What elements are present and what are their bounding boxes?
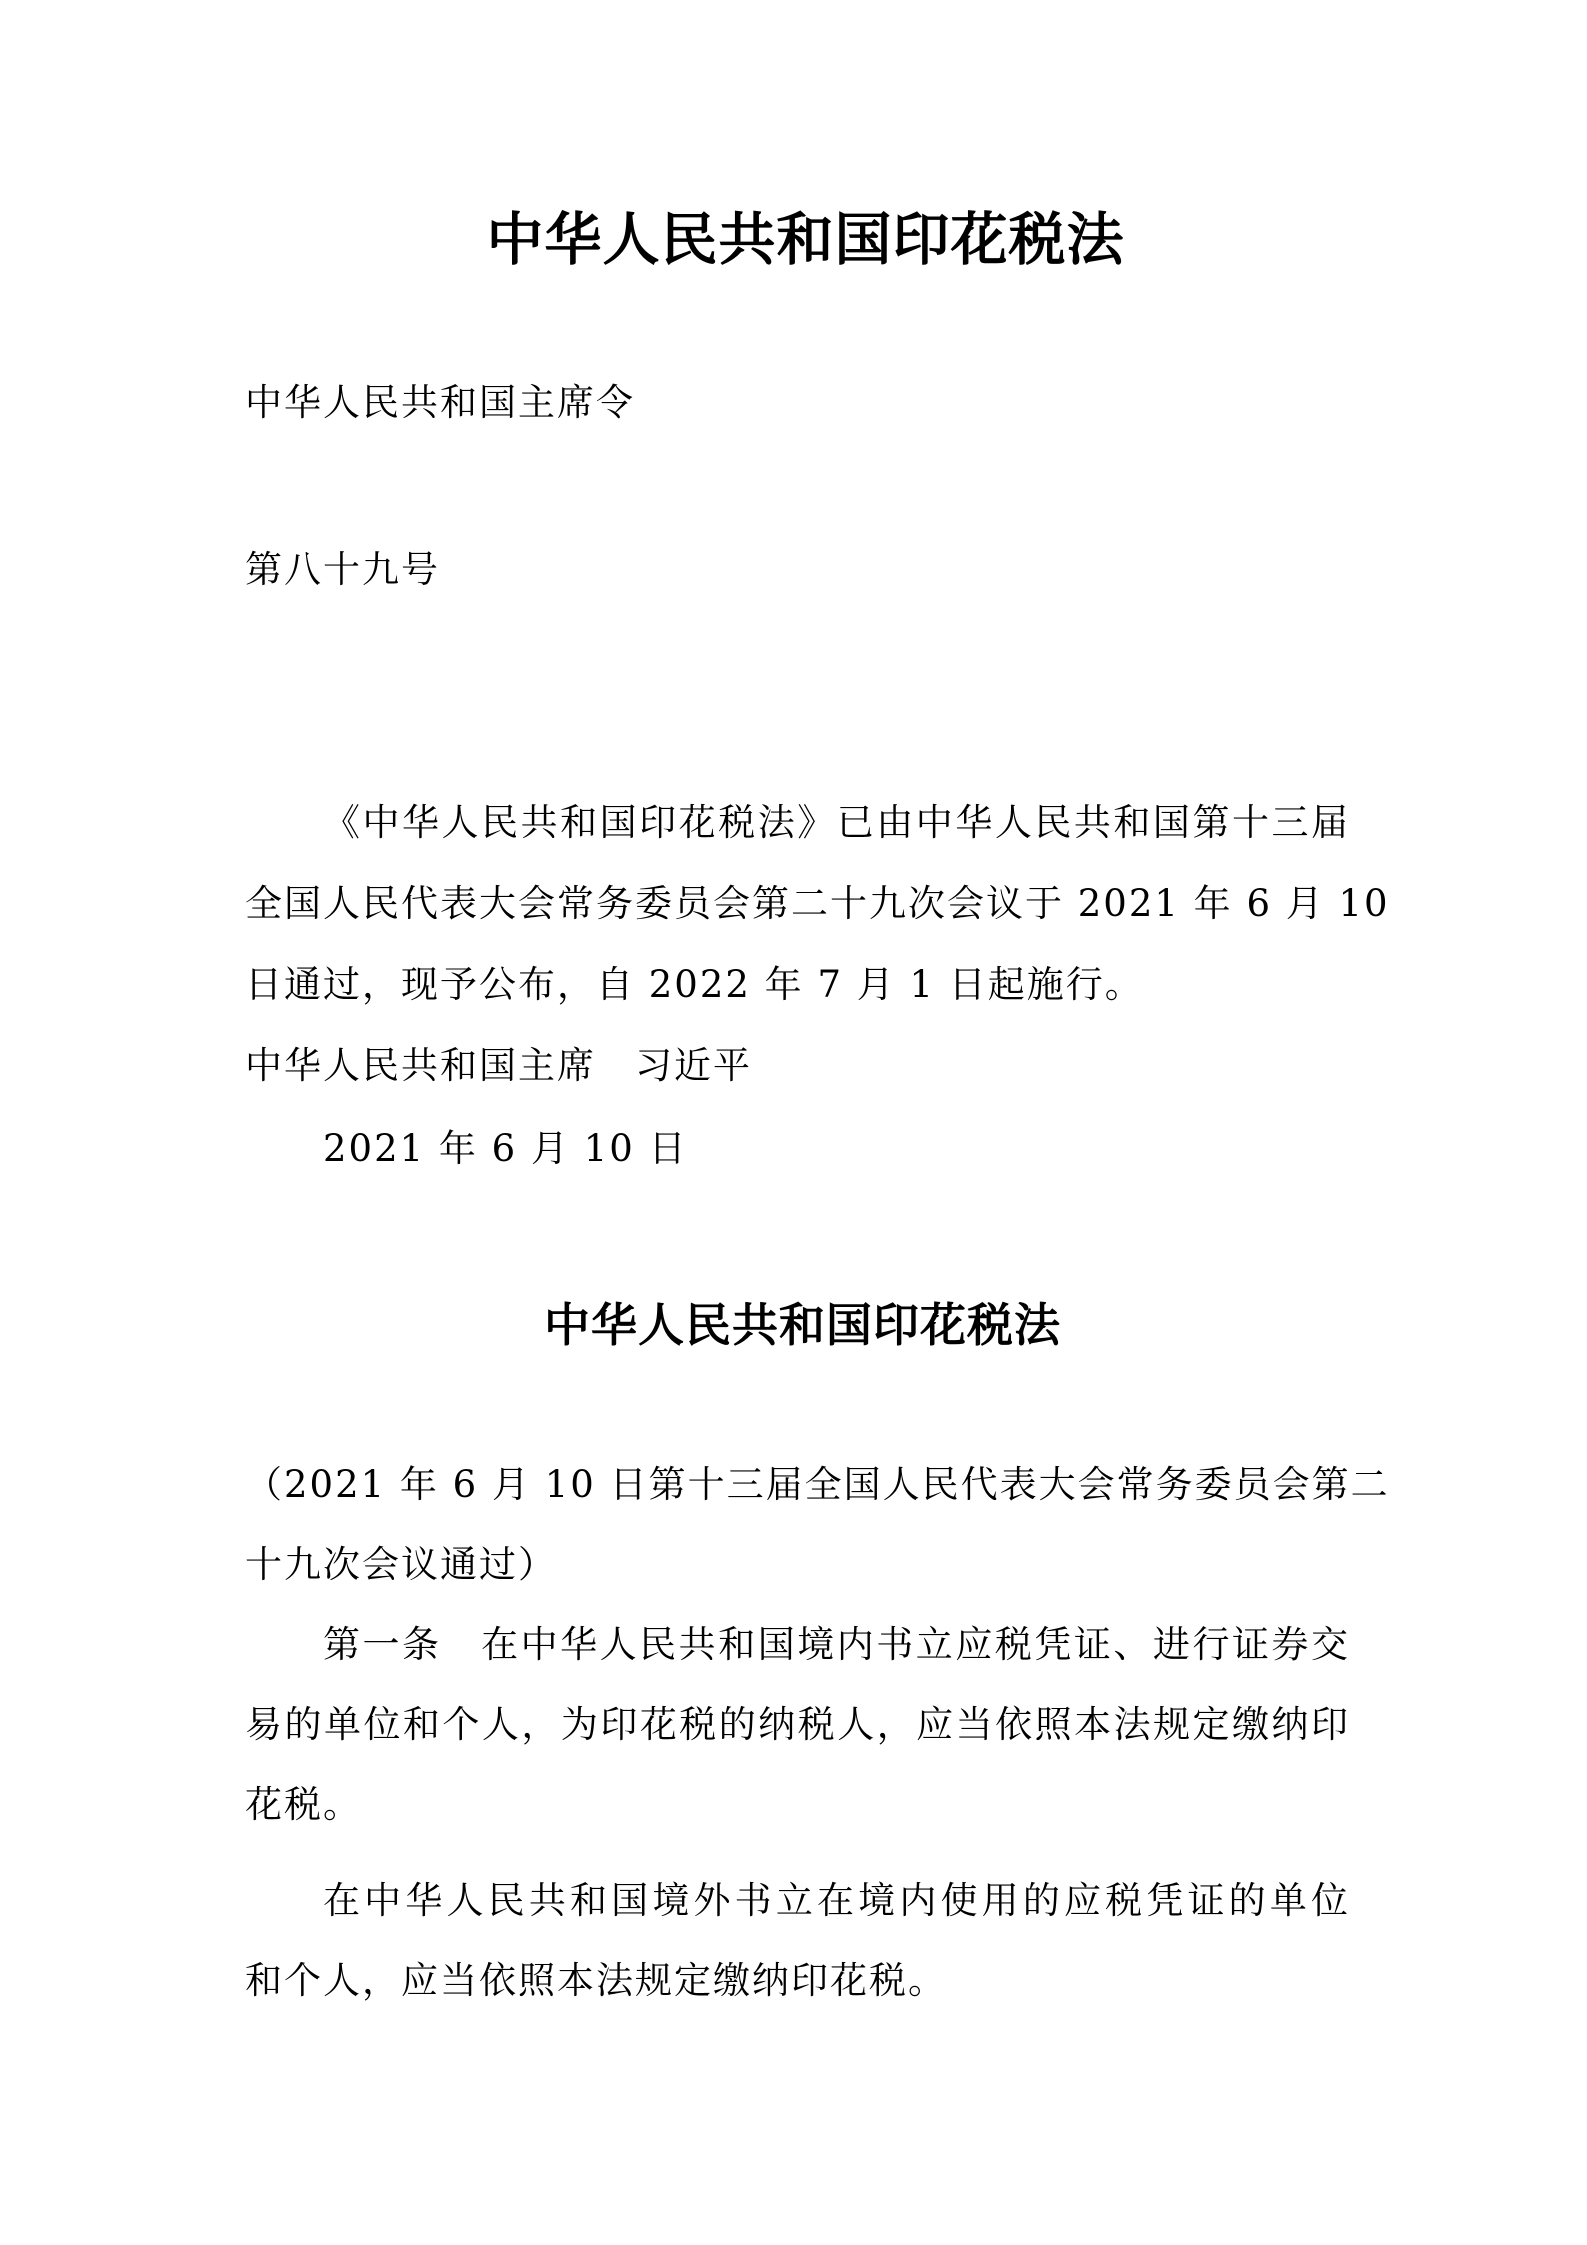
sign-date: 2021 年 6 月 10 日 [323, 1127, 688, 1170]
article-1-para-2-line-2: 和个人，应当依照本法规定缴纳印花税。 [245, 1959, 947, 2002]
announcement-line-3: 日通过，现予公布，自 2022 年 7 月 1 日起施行。 [245, 963, 1144, 1006]
main-title: 中华人民共和国印花税法 [486, 206, 1125, 273]
article-1-para-2-line-1: 在中华人民共和国境外书立在境内使用的应税凭证的单位 [323, 1879, 1350, 1922]
announcement-line-1: 《中华人民共和国印花税法》已由中华人民共和国第十三届 [323, 801, 1350, 844]
order-heading: 中华人民共和国主席令 [245, 381, 635, 424]
law-title: 中华人民共和国印花税法 [544, 1298, 1061, 1352]
adoption-note-line-1: （2021 年 6 月 10 日第十三届全国人民代表大会常务委员会第二 [245, 1463, 1390, 1506]
article-1-line-1: 第一条 在中华人民共和国境内书立应税凭证、进行证券交 [323, 1623, 1350, 1666]
article-1-line-3: 花税。 [245, 1783, 362, 1826]
order-number: 第八十九号 [245, 548, 440, 591]
signatory: 中华人民共和国主席 习近平 [245, 1044, 752, 1087]
article-1-line-2: 易的单位和个人，为印花税的纳税人，应当依照本法规定缴纳印 [245, 1703, 1350, 1746]
adoption-note-line-2: 十九次会议通过） [245, 1543, 557, 1586]
announcement-line-2: 全国人民代表大会常务委员会第二十九次会议于 2021 年 6 月 10 [245, 882, 1390, 925]
